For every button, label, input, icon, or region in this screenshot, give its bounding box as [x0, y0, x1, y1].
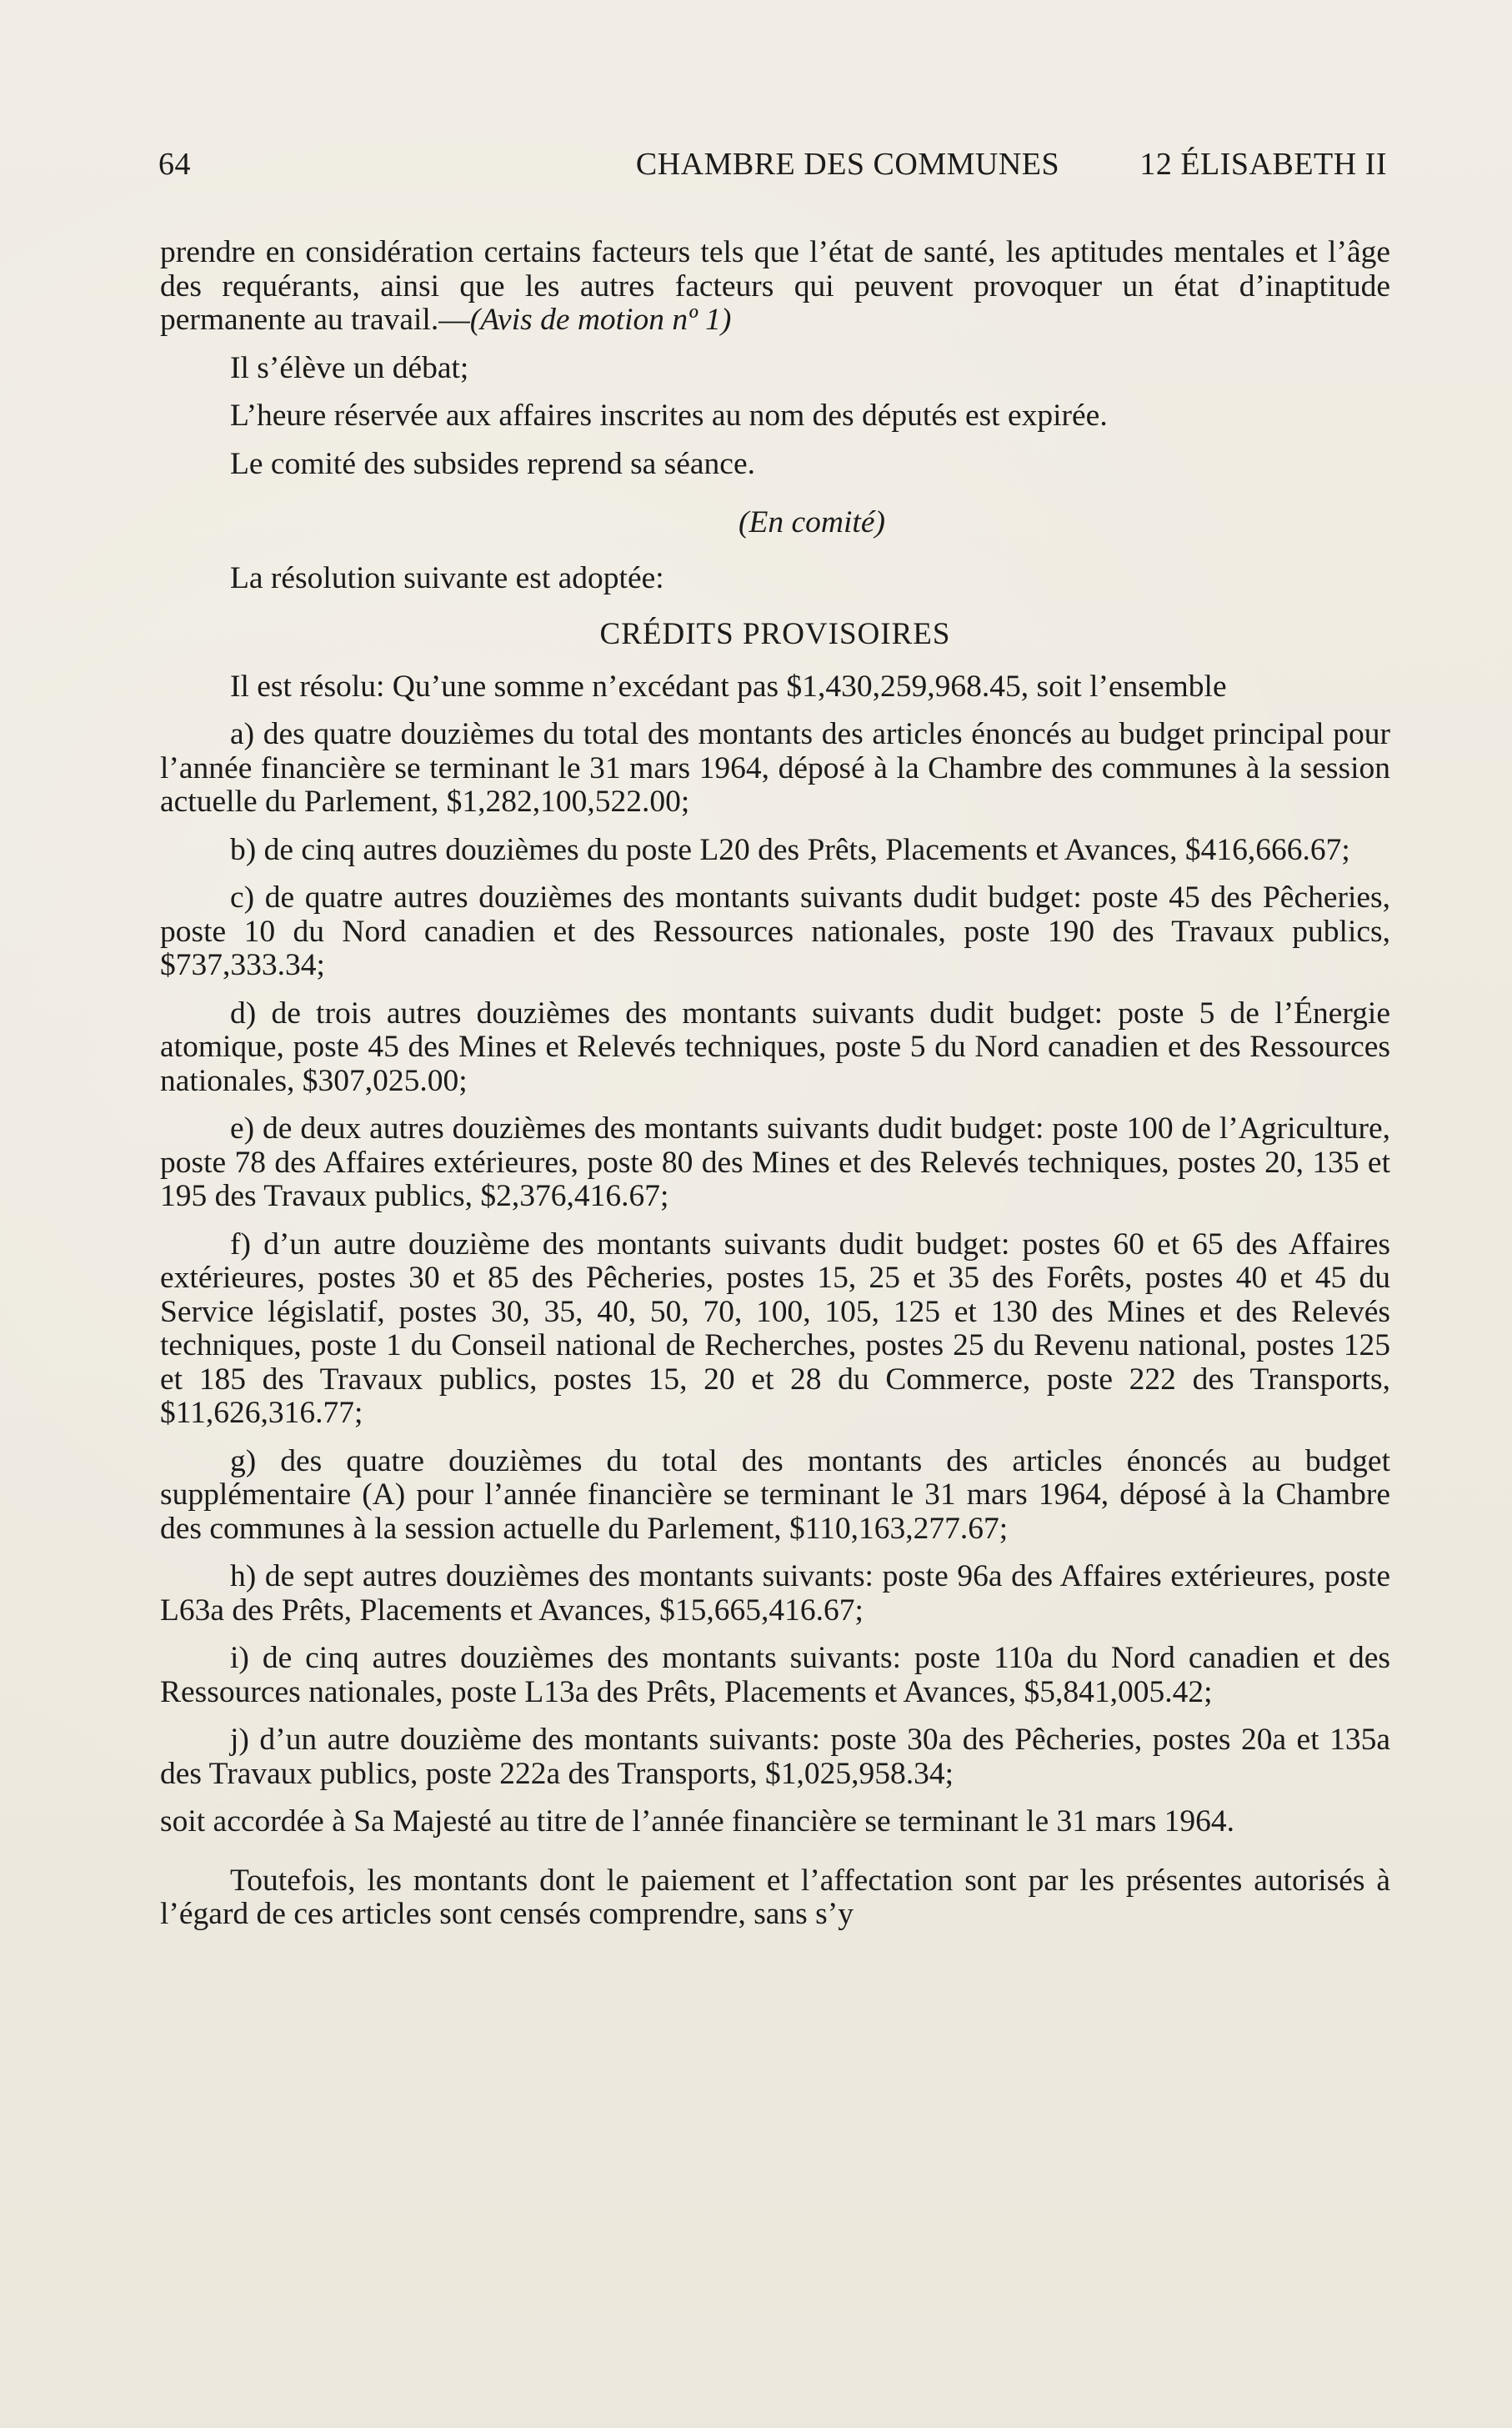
list-item-f: f) d’un autre douzième des montants suivants dudit budget: postes 60 et 65 des Affaires extérieures, postes 30 et 85 des Pêcheries, postes 15, 25 et 35 des Forêts, postes 40 et 45 du Service législatif, postes 30, 35, 40, 50, 70, 100, 105, 125 et 130 des Mines et des Relevés techniques, poste 1 du Conseil national de Recherches, postes 25 du Revenu national, postes 125 et 185 des Travaux publics, postes 15, 20 et 28 du Commerce, poste 222 des Transports, $11,626,316.77;: [160, 1227, 1390, 1430]
paragraph-granted: soit accordée à Sa Majesté au titre de l’année financière se terminant le 31 mars 1964.: [160, 1804, 1235, 1839]
paragraph-debate: Il s’élève un débat;: [230, 350, 469, 385]
list-item-h: h) de sept autres douzièmes des montants suivants: poste 96a des Affaires extérieures, poste L63a des Prêts, Placements et Avances, $15,665,416.67;: [160, 1559, 1390, 1628]
list-item-i: i) de cinq autres douzièmes des montants suivants: poste 110a du Nord canadien et des Ressources nationales, poste L13a des Prêts, Placements et Avances, $5,841,005.42;: [160, 1641, 1390, 1709]
list-item-d: d) de trois autres douzièmes des montants suivants dudit budget: poste 5 de l’Énergie atomique, poste 45 des Mines et Relevés techniques, poste 5 du Nord canadien et des Ressources nationales, $307,025.00;: [160, 996, 1390, 1098]
paragraph-resolution-adopted: La résolution suivante est adoptée:: [230, 560, 664, 595]
in-committee-text: (En comité): [738, 505, 885, 539]
section-heading: CRÉDITS PROVISOIRES: [599, 617, 951, 651]
list-item-j: j) d’un autre douzième des montants suivants: poste 30a des Pêcheries, postes 20a et 135a des Travaux publics, poste 222a des Transports, $1,025,958.34;: [160, 1723, 1390, 1791]
in-committee-note: [160, 506, 1390, 540]
list-item-g: g) des quatre douzièmes du total des montants des articles énoncés au budget supplémentaire (A) pour l’année financière se terminant le 31 mars 1964, déposé à la Chambre des communes à la session actuelle du Parlement, $110,163,277.67;: [160, 1443, 1390, 1546]
header-regnal-year: 12 ÉLISABETH II: [1139, 147, 1387, 182]
list-item-b: b) de cinq autres douzièmes du poste L20 des Prêts, Placements et Avances, $416,666.67;: [230, 832, 1350, 867]
page-number: 64: [158, 147, 191, 182]
paragraph-hour-expired: L’heure réservée aux affaires inscrites au nom des députés est expirée.: [230, 399, 1108, 433]
paragraph-resolved: Il est résolu: Qu’une somme n’excédant pas $1,430,259,968.45, soit l’ensemble: [230, 669, 1227, 704]
header-title: CHAMBRE DES COMMUNES: [635, 147, 1060, 182]
page-header: [158, 143, 1387, 185]
paragraph-motion-text: prendre en considération certains facteurs tels que l’état de santé, les aptitudes mentales et l’âge des requérants, ainsi que les autres facteurs qui peuvent provoquer un état d’inaptitude permanente au travail.—: [160, 235, 1390, 337]
list-item-c: c) de quatre autres douzièmes des montants suivants dudit budget: poste 45 des Pêcheries, poste 10 du Nord canadien et des Ressources nationales, poste 190 des Travaux publics, $737,333.34;: [160, 880, 1390, 982]
paragraph-however: Toutefois, les montants dont le paiement et l’affectation sont par les présentes autorisés à l’égard de ces articles sont censés comprendre, sans s’y: [160, 1863, 1390, 1931]
paragraph-motion: [160, 236, 1390, 338]
document-body: [160, 236, 1390, 1946]
notice-of-motion-ref: (Avis de motion nº 1): [469, 303, 732, 337]
list-item-e: e) de deux autres douzièmes des montants suivants dudit budget: poste 100 de l’Agriculture, poste 78 des Affaires extérieures, poste 80 des Mines et des Relevés techniques, postes 20, 135 et 195 des Travaux publics, $2,376,416.67;: [160, 1111, 1390, 1213]
list-item-a: a) des quatre douzièmes du total des montants des articles énoncés au budget principal pour l’année financière se terminant le 31 mars 1964, déposé à la Chambre des communes à la session actuelle du Parlement, $1,282,100,522.00;: [160, 717, 1390, 819]
paragraph-committee-resumes: Le comité des subsides reprend sa séance.: [230, 446, 755, 481]
